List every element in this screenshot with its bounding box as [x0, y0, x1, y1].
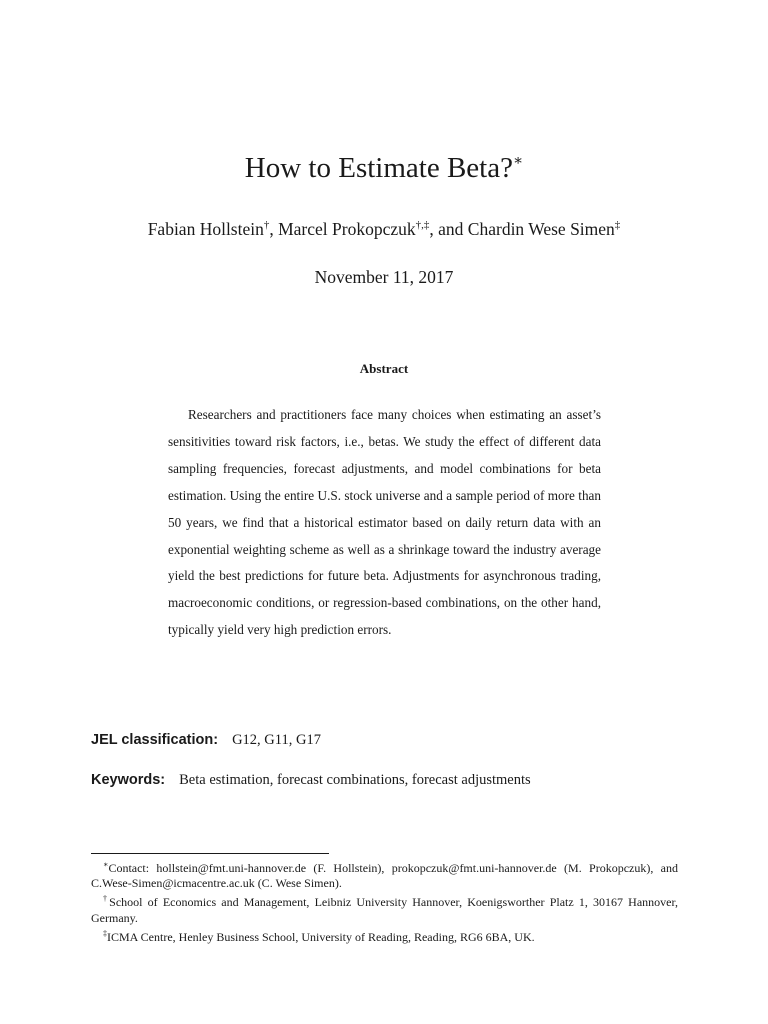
author-separator: , [269, 219, 279, 239]
jel-classification [91, 731, 321, 749]
publication-date: November 11, 2017 [314, 267, 454, 287]
author-name: Fabian Hollstein [147, 219, 264, 239]
footnote-affiliation-hannover [91, 891, 678, 925]
footnote-mark: ‡ [103, 928, 107, 938]
footnote-mark: ∗ [103, 860, 109, 869]
author-name: Chardin Wese Simen [467, 219, 615, 239]
keywords [91, 771, 531, 789]
keywords-label: Keywords: [91, 772, 166, 788]
author-affiliation-mark: ‡ [614, 219, 621, 231]
author-separator: , and [429, 219, 468, 239]
abstract-heading: Abstract [359, 361, 409, 376]
footnote-mark: † [103, 894, 110, 904]
author-affiliation-mark: †,‡ [415, 219, 430, 231]
keywords-list: Beta estimation, forecast combinations, forecast adjustments [179, 772, 531, 788]
jel-codes: G12, G11, G17 [232, 732, 321, 748]
title-text: How to Estimate Beta? [244, 152, 513, 184]
author-name: Marcel Prokopczuk [278, 219, 416, 239]
footnotes [91, 857, 678, 945]
footnote-affiliation-reading [91, 926, 678, 945]
footnote-text: ICMA Centre, Henley Business School, University of Reading, Reading, RG6 6BA, UK. [107, 929, 535, 944]
footnote-text: Contact: hollstein@fmt.uni-hannover.de (F. Hollstein), prokopczuk@fmt.uni-hannover.de (M. Prokopczuk), and C.Wese-Simen@icmacentre.ac.uk (C. Wese Simen). [91, 861, 678, 891]
footnote-contact [91, 857, 678, 891]
jel-label: JEL classification: [91, 732, 219, 748]
paper-title [0, 143, 768, 186]
footnote-divider [91, 853, 329, 854]
author-list [0, 214, 768, 240]
abstract-body: Researchers and practitioners face many choices when estimating an asset’s sensitivities toward risk factors, i.e., betas. We study the effect of different data sampling frequencies, forecast adjustments, and model combinations for beta estimation. Using the entire U.S. stock universe and a sample period of more than 50 years, we find that a historical estimator based on daily return data with an exponential weighting scheme as well as a shrinkage toward the industry average yield the best predictions for future beta. Adjustments for asynchronous trading, macroeconomic conditions, or regression-based combinations, on the other hand, typically yield very high prediction errors. [168, 407, 601, 638]
footnote-text: School of Economics and Management, Leibniz University Hannover, Koenigsworther Platz 1, 30167 Hannover, Germany. [91, 895, 679, 925]
author-affiliation-mark: † [263, 219, 270, 231]
title-footnote-mark: ∗ [512, 153, 524, 169]
